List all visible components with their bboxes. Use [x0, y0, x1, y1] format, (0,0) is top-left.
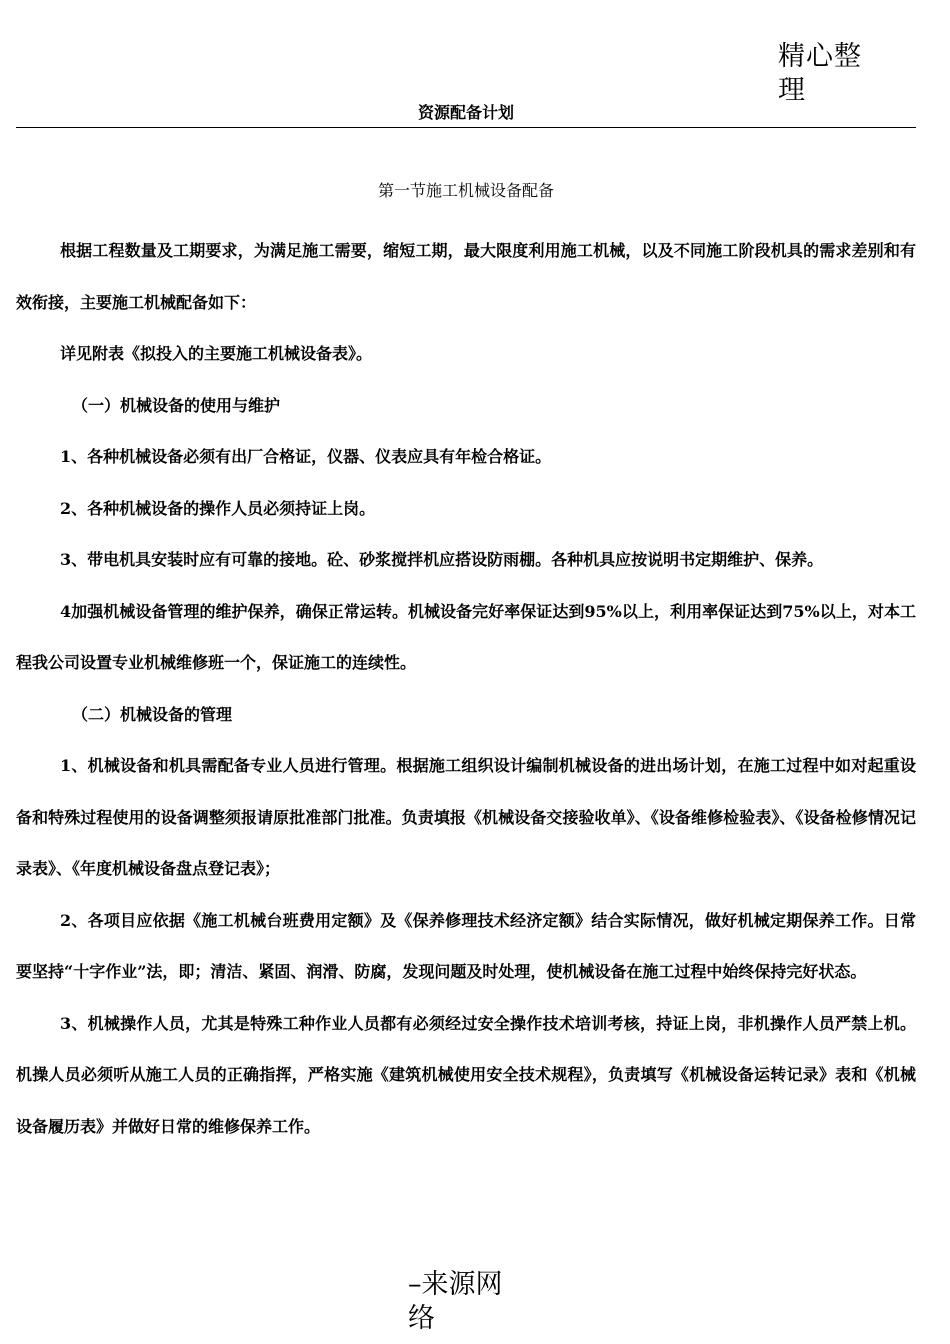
paragraph-reference: 详见附表《拟投入的主要施工机械设备表》。 — [60, 344, 373, 363]
section-title: 第一节施工机械设备配备 — [377, 181, 554, 200]
paragraph-item: 3、机械操作人员，尤其是特殊工种作业人员都有必须经过安全操作技术培训考核，持证上岗，非机操作人员严禁上机。机操人员必须听从施工人员的正确指挥，严格实施《建筑机械使用安全技术规程》，负责填写《机械设备运转记录》表和《机械设备履历表》并做好日常的维修保养工作。 — [16, 1013, 916, 1136]
header-divider — [16, 127, 916, 128]
header-stamp: 精心整理 — [778, 41, 862, 106]
paragraph-item: 1、机械设备和机具需配备专业人员进行管理。根据施工组织设计编制机械设备的进出场计划，在施工过程中如对起重设备和特殊过程使用的设备调整须报请原批准部门批准。负责填报《机械设备交接验收单》、《设备维修检验表》、《设备检修情况记录表》、《年度机械设备盘点登记表》； — [16, 756, 916, 878]
paragraph-item: 2、各项目应依据《施工机械台班费用定额》及《保养修理技术经济定额》结合实际情况，做好机械定期保养工作。日常要坚持“十字作业”法，即；清洁、紧固、润滑、防腐，发现问题及时处理，使机械设备在施工过程中始终保持完好状态。 — [16, 910, 916, 981]
footer-stamp: –来源网络 — [408, 1269, 503, 1334]
paragraph-item: 2、各种机械设备的操作人员必须持证上岗。 — [60, 498, 376, 518]
paragraph-item: 3、带电机具安装时应有可靠的接地。砼、砂浆搅拌机应搭设防雨棚。各种机具应按说明书定期维护、保养。 — [60, 550, 824, 569]
paragraph-item: 1、各种机械设备必须有出厂合格证，仪器、仪表应具有年检合格证。 — [60, 447, 552, 466]
document-body — [16, 225, 916, 1152]
subheading-use-maintenance: （一）机械设备的使用与维护 — [72, 395, 281, 415]
paragraph-intro: 根据工程数量及工期要求，为满足施工需要，缩短工期，最大限度利用施工机械，以及不同施工阶段机具的需求差别和有效衔接，主要施工机械配备如下： — [16, 241, 916, 312]
paragraph-item: 4加强机械设备管理的维护保养，确保正常运转。机械设备完好率保证达到95%以上，利用率保证达到75%以上，对本工程我公司设置专业机械维修班一个，保证施工的连续性。 — [16, 601, 916, 672]
document-header-title: 资源配备计划 — [417, 103, 514, 122]
subheading-management: （二）机械设备的管理 — [72, 704, 233, 724]
